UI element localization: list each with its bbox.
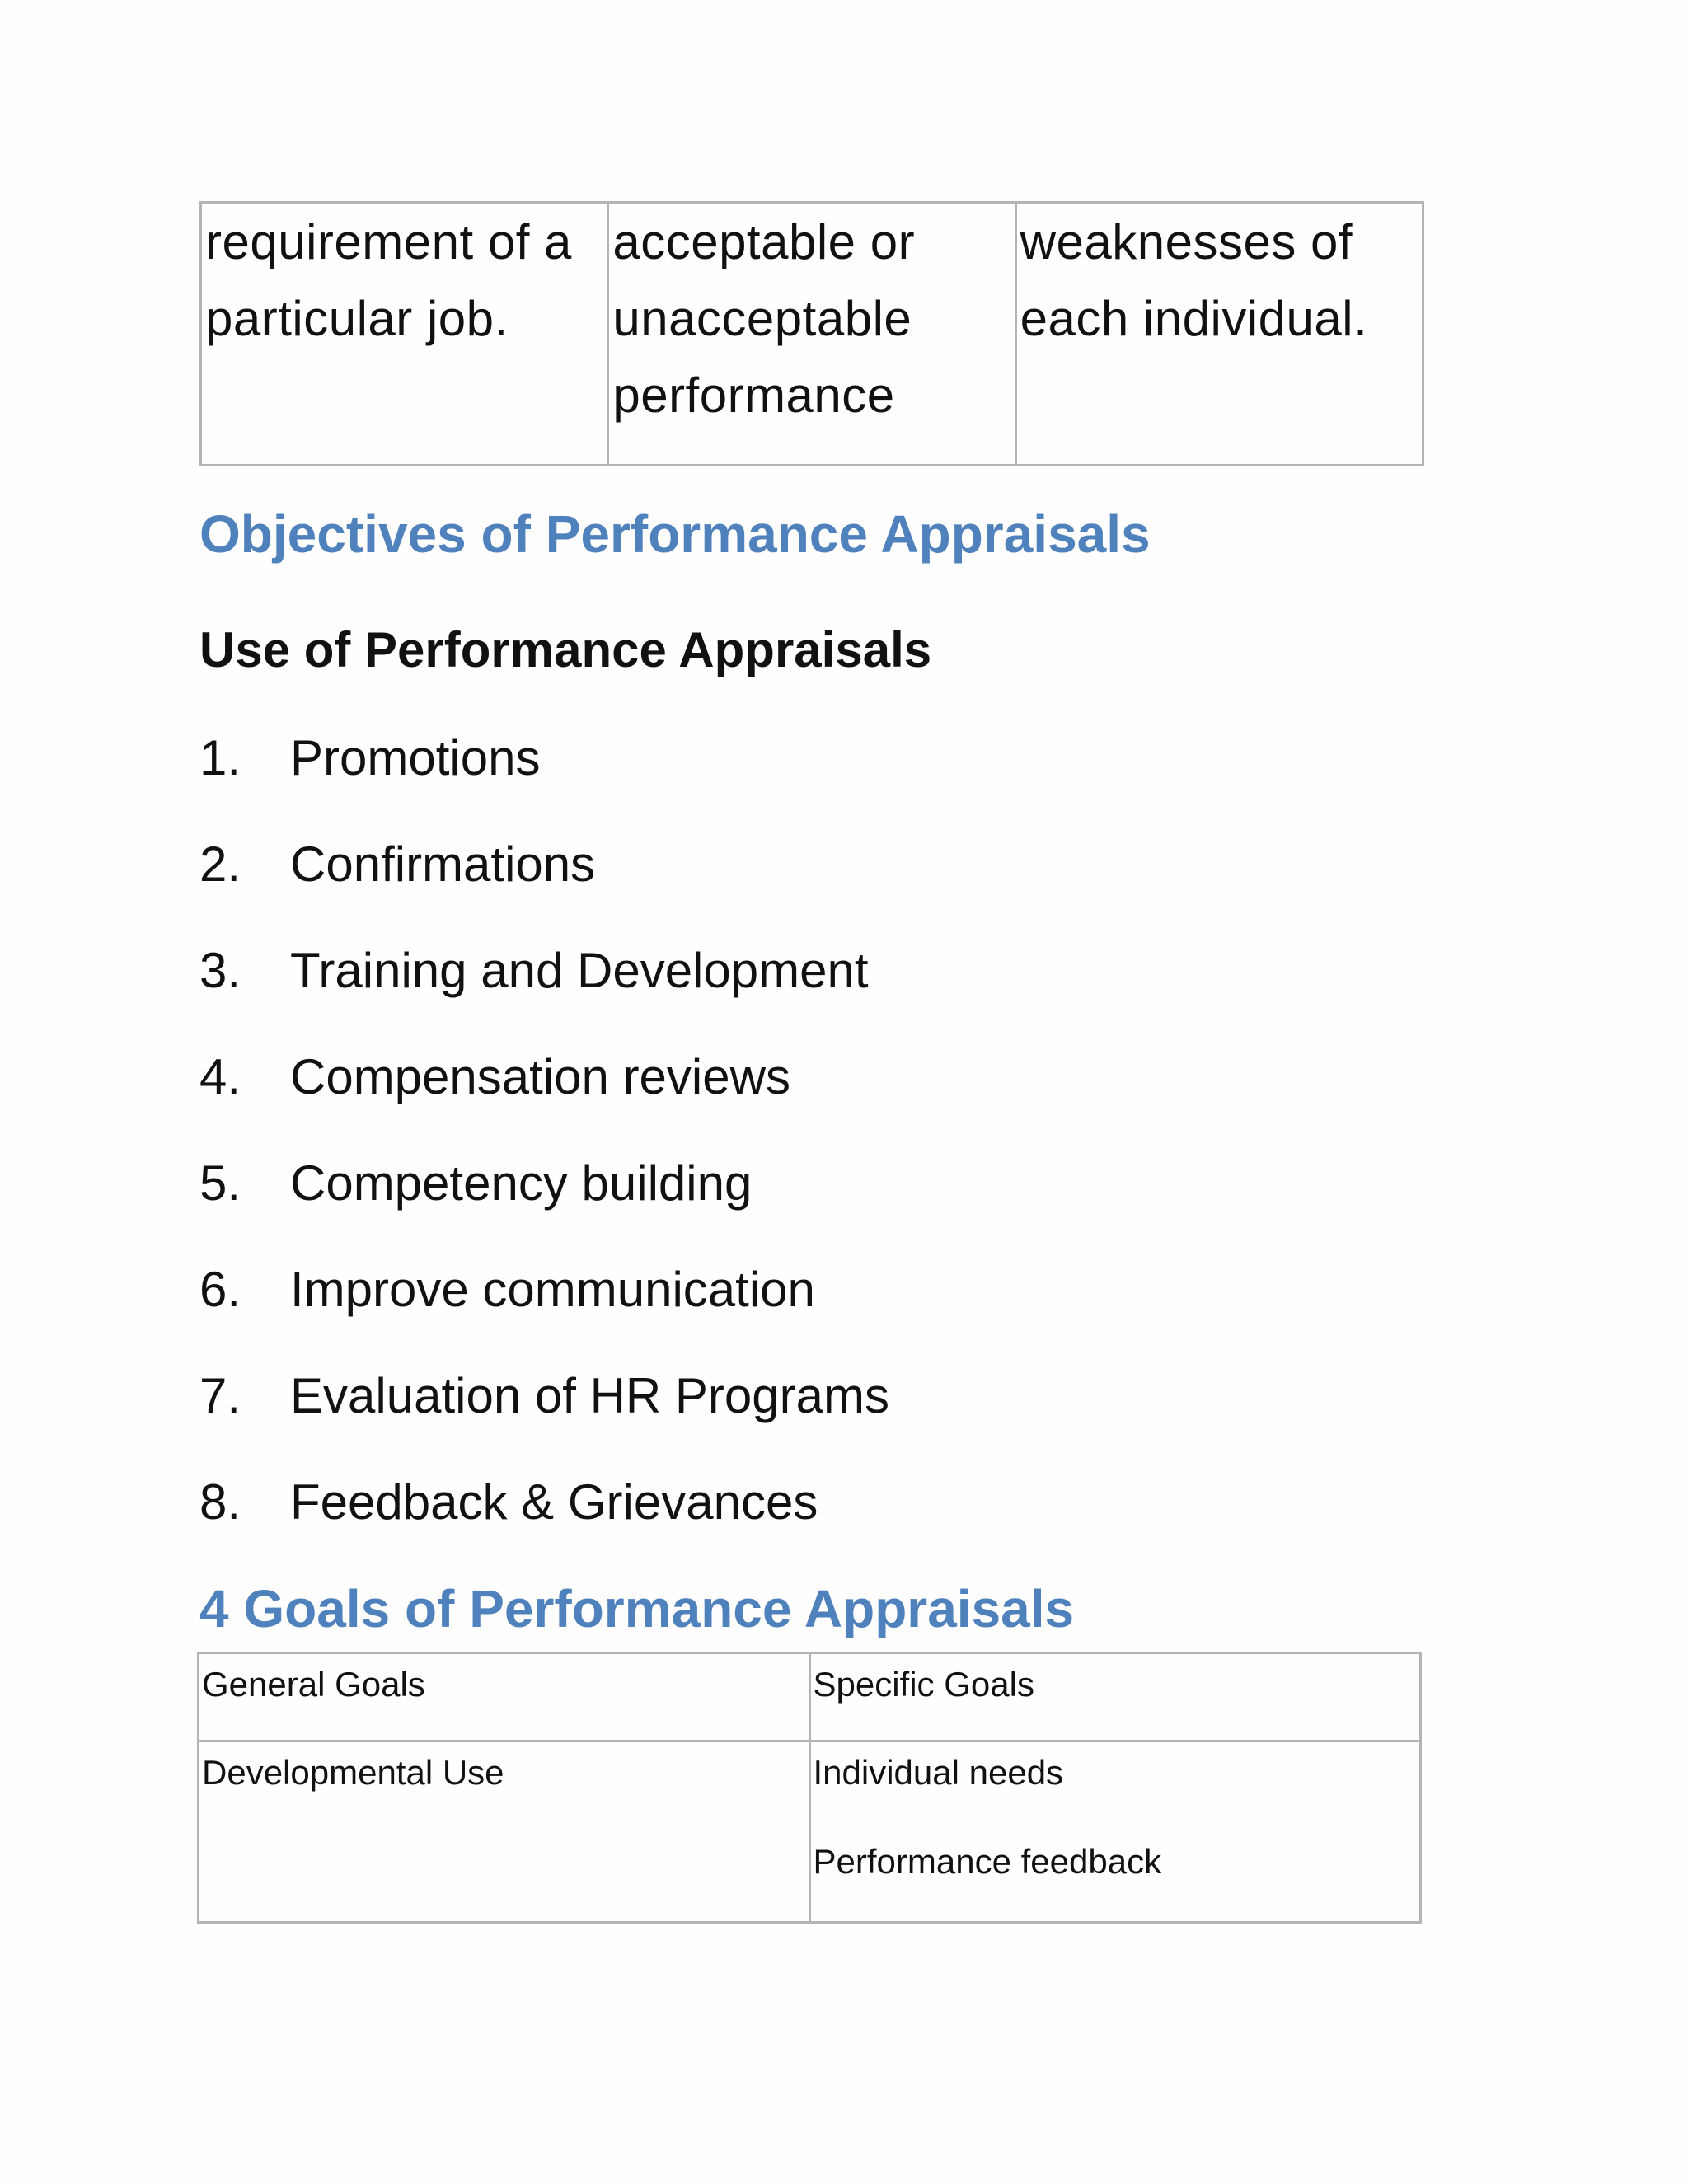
list-item xyxy=(199,1363,889,1469)
cell-text: acceptable or xyxy=(612,214,916,269)
table-cell xyxy=(608,203,1015,466)
cell-text: requirement of a xyxy=(205,214,572,269)
list-item xyxy=(199,1044,889,1151)
table-header-row xyxy=(199,1653,1421,1741)
list-number: 2. xyxy=(199,837,241,892)
list-number: 7. xyxy=(199,1368,241,1423)
list-item xyxy=(199,1151,889,1257)
table-cell xyxy=(1015,203,1423,466)
cell-text: particular job. xyxy=(205,291,509,346)
goals-table xyxy=(197,1652,1422,1924)
uses-heading: Use of Performance Appraisals xyxy=(199,622,932,677)
list-item-text: Evaluation of HR Programs xyxy=(290,1368,889,1423)
list-item xyxy=(199,1257,889,1363)
list-item-text: Improve communication xyxy=(290,1262,815,1317)
list-item xyxy=(199,725,889,832)
list-item xyxy=(199,938,889,1044)
table-cell xyxy=(201,203,608,466)
list-item-text: Feedback & Grievances xyxy=(290,1474,818,1530)
list-number: 5. xyxy=(199,1155,241,1211)
list-number: 3. xyxy=(199,943,241,998)
list-number: 1. xyxy=(199,730,241,785)
list-number: 8. xyxy=(199,1474,241,1530)
list-item-text: Training and Development xyxy=(290,943,869,998)
list-item xyxy=(199,832,889,938)
table-header-cell: Specific Goals xyxy=(809,1653,1421,1741)
objectives-heading: Objectives of Performance Appraisals xyxy=(199,504,1151,564)
list-item-text: Promotions xyxy=(290,730,541,785)
table-row xyxy=(201,203,1423,466)
table-header-cell: General Goals xyxy=(199,1653,810,1741)
list-item-text: Competency building xyxy=(290,1155,753,1211)
list-item-text: Confirmations xyxy=(290,837,596,892)
cell-text: each individual. xyxy=(1020,291,1368,346)
list-item xyxy=(199,1469,889,1576)
uses-list xyxy=(199,725,889,1576)
list-number: 4. xyxy=(199,1049,241,1104)
table-row xyxy=(199,1741,1421,1923)
table-cell xyxy=(809,1741,1421,1923)
cell-text: performance xyxy=(612,368,895,423)
cell-text: Individual needs xyxy=(813,1753,1064,1792)
table-cell: Developmental Use xyxy=(199,1741,810,1923)
continuation-table xyxy=(199,201,1424,466)
cell-text: unacceptable xyxy=(612,291,912,346)
list-number: 6. xyxy=(199,1262,241,1317)
cell-text: weaknesses of xyxy=(1020,214,1353,269)
cell-text: Performance feedback xyxy=(813,1842,1162,1881)
goals-heading: 4 Goals of Performance Appraisals xyxy=(199,1579,1075,1638)
list-item-text: Compensation reviews xyxy=(290,1049,790,1104)
